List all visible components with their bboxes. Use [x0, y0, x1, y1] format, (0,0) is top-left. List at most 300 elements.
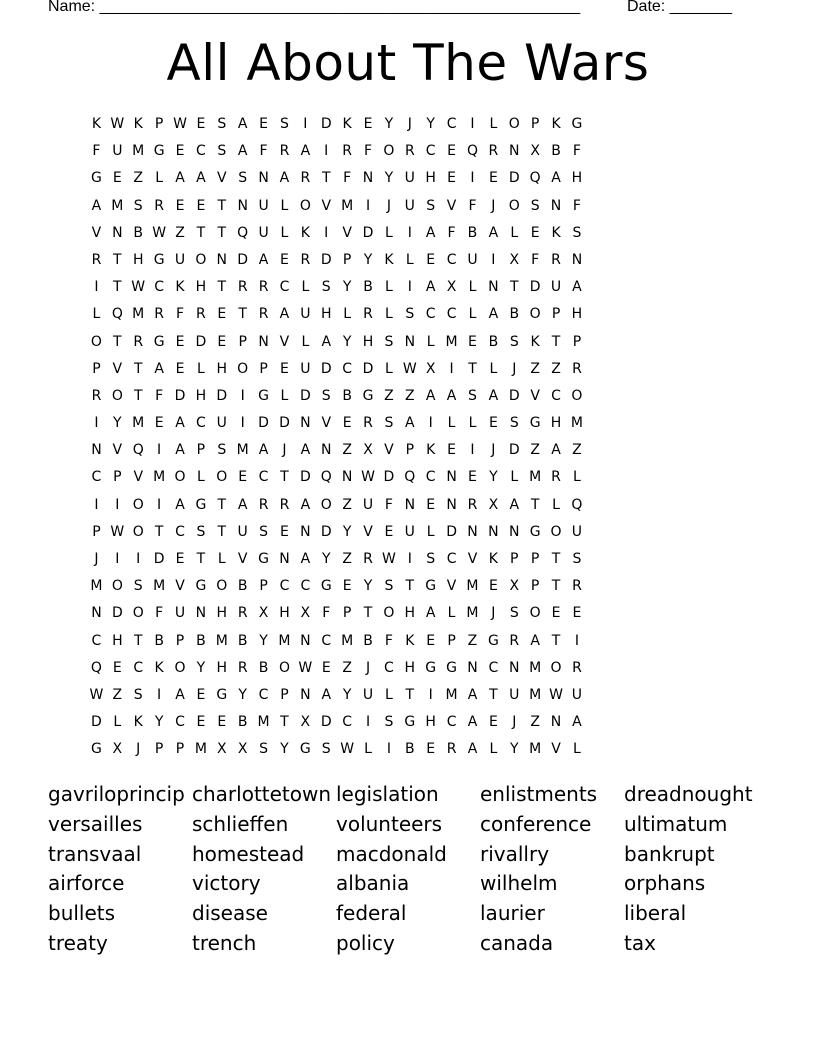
- grid-letter: X: [509, 578, 520, 595]
- grid-letter: Y: [489, 469, 498, 486]
- grid-letter: V: [467, 551, 478, 567]
- grid-letter: T: [551, 333, 561, 350]
- grid-letter: G: [487, 632, 499, 649]
- grid-letter: Y: [509, 741, 519, 758]
- grid-letter: T: [530, 496, 540, 513]
- grid-letter: N: [279, 551, 290, 567]
- grid-letter: R: [196, 306, 206, 323]
- grid-letter: T: [551, 578, 561, 595]
- grid-letter: Z: [572, 442, 582, 459]
- grid-letter: O: [278, 659, 290, 676]
- page-title: All About The Wars: [166, 34, 650, 92]
- word-list-item: enlistments: [480, 782, 598, 806]
- grid-row: [86, 632, 587, 659]
- grid-letter: U: [404, 523, 415, 540]
- grid-letter: T: [217, 197, 227, 214]
- grid-letter: Z: [551, 360, 561, 377]
- grid-letter: T: [133, 360, 143, 377]
- grid-letter: G: [362, 387, 374, 404]
- grid-row: [86, 468, 587, 495]
- grid-letter: X: [425, 360, 436, 377]
- grid-letter: E: [426, 632, 436, 649]
- grid-letter: K: [133, 714, 143, 731]
- grid-letter: M: [529, 686, 542, 703]
- grid-letter: G: [571, 116, 583, 132]
- grid-letter: I: [407, 279, 412, 296]
- grid-letter: N: [300, 415, 311, 432]
- grid-letter: U: [467, 251, 478, 268]
- grid-letter: O: [550, 659, 562, 676]
- grid-letter: Q: [529, 170, 541, 187]
- grid-letter: R: [467, 496, 478, 513]
- grid-letter: G: [446, 659, 458, 676]
- grid-letter: A: [175, 170, 185, 187]
- grid-letter: U: [174, 251, 186, 268]
- grid-letter: C: [425, 306, 436, 323]
- grid-letter: S: [384, 333, 394, 350]
- grid-letter: J: [282, 442, 287, 459]
- word-list-item: laurier: [480, 901, 545, 926]
- grid-letter: E: [175, 143, 185, 160]
- word-column: [336, 780, 480, 959]
- word-list-item: ultimatum: [624, 811, 728, 836]
- grid-letter: E: [112, 659, 122, 676]
- grid-letter: X: [363, 442, 373, 459]
- grid-letter: B: [237, 578, 248, 595]
- grid-letter: P: [530, 116, 540, 132]
- grid-letter: S: [426, 197, 436, 214]
- grid-letter: X: [300, 605, 311, 622]
- grid-letter: A: [467, 686, 478, 703]
- grid-letter: D: [299, 387, 311, 404]
- grid-letter: M: [132, 415, 145, 432]
- grid-letter: R: [279, 496, 290, 513]
- grid-letter: Y: [384, 116, 394, 132]
- grid-letter: L: [364, 741, 372, 758]
- grid-letter: A: [321, 333, 332, 350]
- grid-letter: S: [405, 306, 415, 323]
- grid-letter: U: [404, 170, 415, 187]
- grid-letter: S: [217, 442, 227, 459]
- grid-letter: B: [237, 714, 248, 731]
- grid-letter: A: [175, 686, 185, 703]
- grid-letter: A: [425, 605, 436, 622]
- grid-letter: N: [216, 251, 228, 268]
- grid-letter: U: [112, 143, 123, 160]
- grid-letter: D: [446, 523, 457, 540]
- grid-letter: L: [92, 306, 101, 323]
- word-column: [624, 780, 768, 959]
- grid-letter: L: [468, 306, 477, 323]
- grid-letter: R: [258, 306, 269, 323]
- grid-letter: F: [155, 605, 164, 622]
- grid-letter: M: [570, 415, 583, 432]
- grid-letter: M: [341, 197, 354, 214]
- grid-letter: F: [92, 143, 101, 160]
- grid-letter: D: [279, 415, 290, 432]
- grid-letter: L: [552, 496, 560, 513]
- grid-letter: S: [133, 197, 143, 214]
- grid-letter: T: [238, 306, 247, 323]
- grid-letter: U: [258, 197, 269, 214]
- grid-letter: I: [303, 116, 308, 132]
- grid-letter: A: [488, 224, 499, 241]
- grid-letter: L: [113, 714, 122, 731]
- grid-letter: C: [196, 415, 206, 432]
- grid-letter: U: [571, 686, 583, 703]
- grid-letter: S: [238, 170, 248, 187]
- grid-letter: M: [132, 143, 145, 160]
- grid-letter: M: [445, 686, 458, 703]
- grid-letter: K: [300, 224, 310, 241]
- grid-letter: P: [405, 442, 415, 459]
- grid-letter: S: [321, 741, 331, 758]
- grid-row: [86, 523, 587, 550]
- grid-letter: U: [258, 224, 269, 241]
- grid-letter: W: [340, 741, 355, 758]
- grid-letter: E: [217, 306, 227, 323]
- grid-letter: R: [133, 333, 144, 350]
- grid-letter: N: [550, 714, 562, 731]
- grid-letter: C: [196, 143, 206, 160]
- grid-letter: U: [362, 686, 374, 703]
- grid-letter: I: [240, 387, 245, 404]
- grid-letter: S: [426, 551, 436, 567]
- grid-letter: Q: [466, 143, 478, 160]
- grid-letter: L: [510, 469, 519, 486]
- grid-letter: Z: [405, 387, 415, 404]
- grid-letter: I: [94, 496, 99, 513]
- grid-letter: T: [280, 469, 289, 486]
- grid-letter: P: [196, 442, 206, 459]
- word-list-item: volunteers: [336, 811, 443, 836]
- grid-letter: D: [362, 224, 374, 241]
- grid-letter: E: [530, 224, 540, 241]
- grid-letter: S: [280, 116, 289, 132]
- grid-row: [86, 169, 587, 196]
- grid-letter: S: [384, 578, 394, 595]
- grid-letter: V: [321, 197, 332, 214]
- grid-letter: I: [365, 714, 371, 731]
- grid-letter: K: [342, 116, 352, 132]
- grid-letter: B: [133, 224, 144, 241]
- grid-letter: A: [175, 415, 185, 432]
- grid-letter: U: [362, 496, 374, 513]
- grid-letter: Q: [237, 224, 249, 241]
- word-list-item: disease: [192, 901, 268, 926]
- grid-letter: E: [488, 578, 498, 595]
- grid-letter: N: [195, 605, 207, 622]
- grid-letter: W: [173, 116, 187, 132]
- grid-letter: M: [215, 632, 228, 649]
- grid-letter: G: [91, 170, 102, 187]
- grid-letter: Y: [196, 659, 206, 676]
- grid-letter: I: [386, 741, 391, 758]
- grid-letter: L: [385, 686, 393, 703]
- grid-letter: K: [551, 116, 561, 132]
- grid-letter: H: [571, 306, 583, 323]
- grid-letter: T: [217, 523, 227, 540]
- grid-letter: D: [320, 714, 332, 731]
- grid-letter: L: [155, 170, 164, 187]
- grid-letter: L: [468, 415, 477, 432]
- grid-letter: D: [195, 333, 207, 350]
- grid-letter: C: [258, 686, 269, 703]
- grid-letter: R: [572, 659, 582, 676]
- grid-letter: L: [489, 741, 498, 758]
- grid-letter: O: [90, 333, 102, 350]
- grid-letter: L: [385, 360, 393, 377]
- word-column: [192, 780, 336, 959]
- grid-letter: W: [381, 551, 396, 567]
- grid-letter: G: [258, 387, 269, 404]
- grid-letter: E: [196, 197, 206, 214]
- grid-letter: Y: [363, 578, 373, 595]
- grid-letter: L: [426, 333, 435, 350]
- grid-letter: L: [301, 279, 310, 296]
- grid-letter: Z: [467, 632, 478, 649]
- grid-letter: B: [196, 632, 206, 649]
- grid-letter: R: [488, 143, 499, 160]
- grid-letter: E: [238, 469, 248, 486]
- word-list-item: treaty: [48, 930, 108, 955]
- grid-letter: O: [550, 523, 562, 540]
- grid-letter: S: [530, 197, 540, 214]
- grid-letter: K: [405, 632, 415, 649]
- grid-letter: A: [488, 387, 499, 404]
- grid-letter: H: [132, 251, 144, 268]
- grid-letter: U: [550, 279, 562, 296]
- grid-letter: A: [530, 632, 540, 649]
- grid-letter: O: [508, 197, 520, 214]
- grid-letter: B: [154, 632, 164, 649]
- grid-letter: E: [426, 251, 436, 268]
- grid-letter: L: [196, 360, 205, 377]
- grid-row: [86, 577, 587, 604]
- grid-letter: Q: [132, 442, 144, 459]
- grid-letter: L: [426, 523, 435, 540]
- grid-letter: X: [216, 741, 227, 758]
- grid-letter: V: [237, 551, 248, 567]
- grid-letter: V: [112, 360, 123, 377]
- grid-letter: A: [321, 686, 332, 703]
- grid-letter: N: [341, 469, 353, 486]
- grid-letter: B: [405, 741, 415, 758]
- grid-letter: Y: [259, 632, 268, 649]
- grid-letter: A: [509, 496, 520, 513]
- grid-letter: K: [551, 224, 561, 241]
- grid-letter: E: [447, 170, 457, 187]
- grid-letter: E: [175, 360, 185, 377]
- grid-letter: K: [384, 251, 394, 268]
- grid-letter: T: [321, 170, 331, 187]
- grid-letter: Q: [320, 469, 332, 486]
- grid-letter: Q: [90, 659, 102, 676]
- grid-letter: R: [404, 143, 415, 160]
- grid-letter: Q: [571, 496, 583, 513]
- grid-letter: N: [446, 469, 457, 486]
- grid-letter: A: [488, 306, 499, 323]
- word-list-item: schlieffen: [192, 811, 289, 836]
- grid-letter: M: [341, 632, 354, 649]
- grid-letter: K: [133, 116, 143, 132]
- grid-letter: C: [425, 143, 436, 160]
- grid-letter: C: [175, 714, 185, 731]
- word-column: [48, 780, 192, 959]
- grid-letter: O: [237, 360, 249, 377]
- grid-letter: C: [488, 659, 499, 676]
- grid-letter: L: [468, 279, 477, 296]
- grid-letter: U: [237, 523, 248, 540]
- grid-letter: P: [342, 251, 352, 268]
- grid-letter: P: [259, 360, 268, 377]
- grid-letter: S: [572, 551, 582, 567]
- grid-letter: A: [551, 170, 561, 187]
- grid-letter: A: [258, 251, 269, 268]
- grid-letter: W: [152, 224, 167, 241]
- grid-letter: E: [488, 170, 498, 187]
- grid-letter: C: [279, 279, 290, 296]
- grid-letter: L: [196, 469, 205, 486]
- grid-letter: S: [259, 523, 269, 540]
- grid-letter: P: [92, 360, 101, 377]
- grid-letter: R: [572, 360, 582, 377]
- grid-letter: L: [343, 306, 352, 323]
- grid-letter: I: [240, 415, 245, 432]
- grid-letter: E: [426, 741, 436, 758]
- grid-letter: Y: [342, 279, 352, 296]
- grid-letter: S: [259, 741, 269, 758]
- grid-letter: D: [237, 251, 249, 268]
- grid-letter: B: [509, 306, 520, 323]
- word-list-item: bullets: [48, 901, 116, 926]
- grid-letter: E: [217, 714, 227, 731]
- grid-letter: M: [466, 605, 479, 622]
- grid-row: [86, 496, 587, 523]
- grid-letter: E: [363, 116, 373, 132]
- grid-letter: B: [258, 659, 269, 676]
- grid-letter: U: [509, 686, 520, 703]
- grid-letter: V: [175, 578, 185, 595]
- grid-letter: A: [279, 306, 290, 323]
- grid-letter: H: [195, 279, 207, 296]
- grid-letter: E: [280, 251, 289, 268]
- grid-letter: L: [280, 224, 289, 241]
- grid-letter: V: [133, 469, 144, 486]
- grid-letter: I: [428, 686, 433, 703]
- grid-letter: G: [258, 551, 269, 567]
- grid-letter: M: [153, 469, 166, 486]
- grid-row: [86, 305, 587, 332]
- grid-letter: B: [551, 143, 561, 160]
- grid-letter: H: [279, 605, 290, 622]
- grid-letter: A: [467, 714, 478, 731]
- grid-letter: O: [174, 469, 186, 486]
- grid-letter: Y: [384, 170, 394, 187]
- grid-letter: M: [466, 578, 479, 595]
- grid-letter: Z: [530, 442, 540, 459]
- grid-letter: H: [425, 170, 436, 187]
- grid-letter: G: [299, 741, 311, 758]
- grid-letter: P: [154, 116, 164, 132]
- grid-letter: A: [405, 415, 415, 432]
- grid-letter: N: [488, 279, 499, 296]
- grid-letter: T: [217, 224, 227, 241]
- word-list-item: bankrupt: [624, 841, 715, 866]
- letter-grid: [86, 115, 587, 768]
- grid-letter: I: [136, 551, 141, 567]
- grid-letter: Z: [530, 714, 540, 731]
- grid-letter: E: [342, 578, 352, 595]
- grid-letter: E: [280, 523, 289, 540]
- grid-letter: H: [216, 659, 228, 676]
- grid-letter: R: [154, 197, 164, 214]
- grid-letter: S: [509, 415, 519, 432]
- grid-letter: I: [365, 197, 371, 214]
- grid-row: [86, 414, 587, 441]
- grid-letter: P: [280, 686, 289, 703]
- grid-letter: R: [342, 143, 352, 160]
- grid-letter: X: [446, 279, 457, 296]
- grid-letter: C: [446, 116, 457, 132]
- grid-letter: E: [551, 605, 561, 622]
- grid-letter: P: [447, 632, 456, 649]
- grid-letter: E: [196, 116, 206, 132]
- grid-letter: Y: [113, 415, 122, 432]
- grid-letter: I: [157, 496, 162, 513]
- grid-letter: R: [509, 632, 520, 649]
- grid-letter: E: [426, 496, 436, 513]
- grid-letter: H: [571, 170, 583, 187]
- grid-letter: O: [216, 469, 228, 486]
- grid-letter: S: [133, 686, 143, 703]
- grid-letter: E: [175, 197, 185, 214]
- grid-letter: Z: [112, 686, 123, 703]
- grid-row: [86, 224, 587, 251]
- grid-letter: W: [402, 360, 417, 377]
- grid-letter: L: [510, 224, 519, 241]
- grid-letter: X: [237, 741, 248, 758]
- grid-row: [86, 360, 587, 387]
- grid-letter: J: [407, 116, 412, 132]
- grid-letter: M: [90, 578, 103, 595]
- grid-letter: D: [320, 360, 332, 377]
- grid-letter: P: [530, 551, 540, 567]
- grid-row: [86, 387, 587, 414]
- grid-letter: W: [131, 279, 146, 296]
- grid-letter: M: [257, 714, 270, 731]
- grid-letter: S: [217, 143, 227, 160]
- grid-letter: E: [196, 714, 206, 731]
- grid-letter: K: [530, 333, 540, 350]
- grid-letter: G: [404, 714, 416, 731]
- grid-letter: T: [133, 387, 143, 404]
- grid-letter: R: [258, 279, 269, 296]
- grid-letter: H: [112, 632, 123, 649]
- grid-letter: L: [489, 116, 498, 132]
- grid-letter: H: [550, 415, 562, 432]
- word-list-item: homestead: [192, 841, 305, 866]
- word-list-item: macdonald: [336, 841, 447, 866]
- grid-letter: W: [89, 686, 104, 703]
- grid-letter: E: [468, 469, 477, 486]
- grid-letter: T: [113, 279, 122, 296]
- grid-letter: I: [94, 415, 99, 432]
- grid-letter: A: [91, 197, 102, 214]
- word-list-item: federal: [336, 901, 407, 926]
- grid-letter: L: [489, 360, 498, 377]
- grid-letter: A: [425, 279, 436, 296]
